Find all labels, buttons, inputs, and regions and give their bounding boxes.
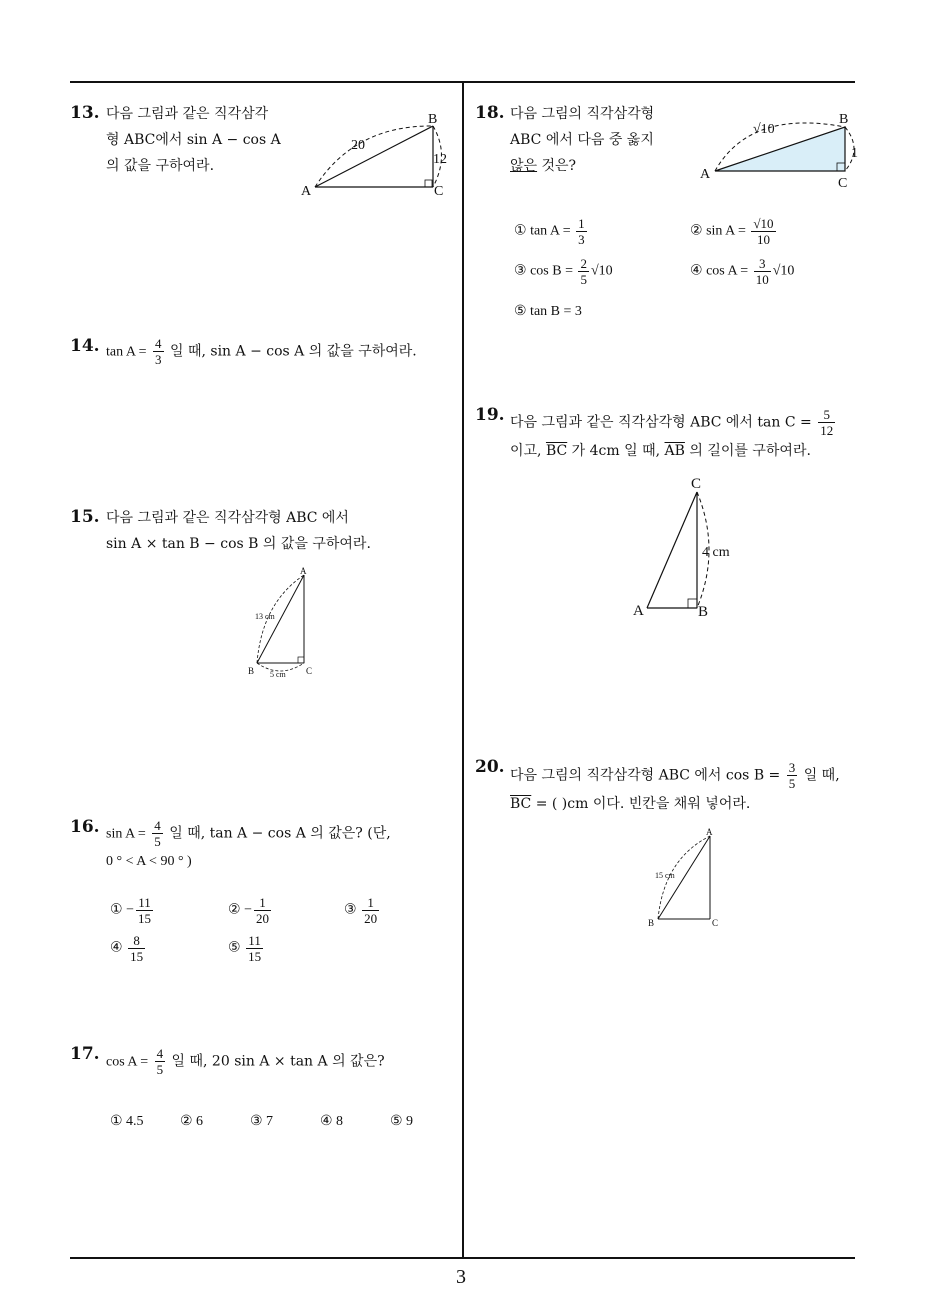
q14-fraction — [153, 336, 164, 367]
q20-label-B: B — [648, 918, 655, 928]
q13-label-B: B — [428, 112, 438, 127]
q16-fraction — [152, 818, 163, 849]
q14-fraction-den: 3 — [155, 352, 162, 367]
q16-option-1[interactable] — [110, 895, 155, 926]
q19-fraction-num: 5 — [818, 407, 835, 423]
q18-triangle-figure — [695, 105, 865, 195]
q18-option-5[interactable]: ⑤ tan B = 3 — [514, 304, 582, 319]
q17-post: 일 때, 20 sin A × tan A 의 값은? — [171, 1053, 385, 1070]
q16-option-1-den: 15 — [137, 911, 151, 926]
q18-label-A: A — [700, 167, 711, 182]
q20-triangle-figure — [640, 823, 730, 933]
q18-option-4-post: √10 — [772, 263, 795, 279]
q17-fraction — [155, 1046, 166, 1077]
q18-option-4[interactable] — [690, 256, 794, 287]
q20-line1-text: 다음 그림의 직각삼각형 ABC 에서 cos B = — [510, 767, 781, 784]
q14-number: 14. — [70, 336, 100, 356]
q17-option-2[interactable]: ② 6 — [180, 1114, 204, 1129]
q19-fraction — [818, 407, 835, 438]
q18-line3 — [510, 153, 690, 179]
q18-option-2-num: √10 — [753, 216, 774, 231]
q15-triangle-figure — [240, 563, 330, 683]
q20-line1-end: 일 때, — [803, 767, 840, 784]
q17-fraction-den: 5 — [156, 1062, 164, 1077]
q19-line2-a: 이고, — [510, 443, 546, 459]
q16-option-3-den: 20 — [364, 911, 378, 926]
q16-fraction-den: 5 — [154, 834, 161, 849]
q16-option-5-den: 15 — [248, 949, 262, 964]
q16-option-5-fraction — [246, 933, 263, 964]
q20-label-C: C — [712, 918, 719, 928]
q17-text — [106, 1046, 385, 1077]
q19-line2 — [510, 438, 837, 464]
q18-option-1-num: 1 — [578, 216, 585, 231]
q19-segment-bc: $\overline{BC}$ — [545, 443, 568, 459]
q18-option-3-num: 2 — [580, 256, 587, 271]
q16-option-2-den: 20 — [255, 911, 269, 926]
q13-label-side: 12 — [433, 152, 447, 167]
q16-option-2-sign: − — [244, 902, 252, 918]
q20-text — [510, 760, 840, 817]
q20-line2 — [510, 791, 840, 817]
q13-line1: 다음 그림과 같은 직각삼각 — [106, 106, 269, 122]
q19-label-C: C — [691, 476, 702, 492]
q15-line2: sin A × tan B − cos B 의 값을 구하여라. — [106, 536, 371, 552]
q20-number: 20. — [475, 757, 505, 777]
q16-option-4-den: 15 — [130, 949, 144, 964]
q14-post: 일 때, sin A − cos A 의 값을 구하여라. — [169, 343, 417, 360]
column-divider — [462, 81, 464, 1259]
page-number: 3 — [456, 1266, 466, 1288]
q18-option-4-fraction — [754, 256, 771, 287]
q18-option-3-post: √10 — [590, 263, 613, 279]
q16-option-1-fraction — [136, 895, 153, 926]
q19-triangle-figure — [625, 472, 745, 622]
q16-option-4-fraction — [128, 933, 145, 964]
q18-line3-underlined: 않은 — [510, 158, 538, 174]
q15-label-C: C — [306, 666, 313, 676]
q15-number: 15. — [70, 507, 100, 527]
q16-text — [106, 818, 391, 875]
q16-option-3-num: 1 — [362, 895, 379, 911]
q18-line1: 다음 그림의 직각삼각형 — [510, 106, 655, 122]
q16-option-5[interactable] — [228, 933, 265, 964]
q18-option-2-fraction — [751, 216, 775, 247]
q18-line3-rest: 것은? — [537, 158, 577, 174]
q16-number: 16. — [70, 817, 100, 837]
q19-line2-c: 의 길이를 구하여라. — [684, 443, 811, 459]
q15-line1: 다음 그림과 같은 직각삼각형 ABC 에서 — [106, 510, 349, 526]
q19-label-side: 4 cm — [702, 545, 730, 560]
q14-pre: tan A = — [106, 344, 147, 360]
q18-line2: ABC 에서 다음 중 옳지 — [510, 132, 654, 148]
q19-line1 — [510, 407, 837, 438]
q17-pre: cos A = — [106, 1054, 149, 1070]
q13-number: 13. — [70, 103, 100, 123]
q13-label-hyp: 20 — [351, 138, 365, 153]
q18-option-2-pre: sin A = — [706, 223, 746, 239]
q20-line2-text: = ( )cm 이다. 빈칸을 채워 넣어라. — [531, 796, 751, 812]
q18-option-4-num: 3 — [754, 256, 771, 272]
q18-option-1-den: 3 — [578, 232, 585, 247]
q20-label-A: A — [706, 827, 713, 837]
q17-fraction-num: 4 — [156, 1046, 164, 1061]
q16-option-3-fraction — [362, 895, 379, 926]
q18-option-3-mark: ③ — [514, 263, 527, 279]
q19-segment-ab: $\overline{AB}$ — [664, 443, 685, 459]
q19-line1-text: 다음 그림과 같은 직각삼각형 ABC 에서 tan C = — [510, 414, 812, 431]
q14-text — [106, 336, 417, 367]
q15-label-B: B — [248, 666, 255, 676]
q19-line2-b: 가 4cm 일 때, — [567, 443, 665, 459]
q13-label-C: C — [434, 184, 444, 199]
q16-option-4-num: 8 — [128, 933, 145, 949]
q15-label-base: 5 cm — [270, 670, 286, 679]
q19-label-A: A — [633, 603, 644, 619]
q17-option-4[interactable]: ④ 8 — [320, 1114, 344, 1129]
q16-line1 — [106, 818, 391, 849]
q20-line1 — [510, 760, 840, 791]
q20-fraction — [787, 760, 798, 791]
q18-label-side: 1 — [851, 146, 858, 161]
q16-option-3-mark: ③ — [344, 902, 357, 918]
q16-option-2-fraction — [254, 895, 271, 926]
q17-number: 17. — [70, 1044, 100, 1064]
q20-label-hyp: 15 cm — [655, 871, 675, 880]
q20-fraction-den: 5 — [788, 776, 796, 791]
q18-option-2-mark: ② — [690, 223, 703, 239]
q13-line3: 의 값을 구하여라. — [106, 158, 215, 174]
q16-option-2-mark: ② — [228, 902, 241, 918]
q16-option-2-num: 1 — [254, 895, 271, 911]
q18-label-B: B — [839, 112, 849, 127]
q17-option-3[interactable]: ③ 7 — [250, 1114, 274, 1129]
q15-text — [106, 505, 371, 557]
q18-option-4-mark: ④ — [690, 263, 703, 279]
q18-option-3[interactable] — [514, 256, 613, 287]
q16-option-3[interactable] — [344, 895, 381, 926]
q20-fraction-num: 3 — [788, 760, 796, 775]
q16-pre: sin A = — [106, 826, 146, 842]
q19-label-B: B — [698, 604, 709, 620]
q18-option-3-fraction — [578, 256, 589, 287]
q18-option-4-den: 10 — [755, 272, 769, 287]
q18-option-1[interactable] — [514, 216, 589, 247]
q16-option-4[interactable] — [110, 933, 147, 964]
q16-option-1-num: 11 — [136, 895, 153, 911]
q18-option-2-den: 10 — [756, 232, 770, 247]
q18-text — [510, 101, 690, 179]
q18-option-1-mark: ① — [514, 223, 527, 239]
q15-label-hyp: 13 cm — [255, 612, 275, 621]
q18-option-3-den: 5 — [580, 272, 587, 287]
q18-option-4-pre: cos A = — [706, 263, 749, 279]
q16-option-1-sign: − — [126, 902, 134, 918]
q16-option-1-mark: ① — [110, 902, 123, 918]
q19-number: 19. — [475, 405, 505, 425]
q18-label-hyp: √10 — [753, 122, 775, 137]
q16-option-4-mark: ④ — [110, 940, 123, 956]
q18-option-3-pre: cos B = — [530, 263, 573, 279]
q19-fraction-den: 12 — [820, 423, 834, 438]
q14-fraction-num: 4 — [155, 336, 162, 351]
q13-triangle-figure — [295, 105, 460, 200]
q19-text — [510, 407, 837, 464]
q13-label-A: A — [301, 184, 312, 199]
q18-option-1-fraction — [576, 216, 587, 247]
q18-number: 18. — [475, 103, 505, 123]
q15-label-A: A — [300, 566, 307, 576]
q16-post: 일 때, tan A − cos A 의 값은? (단, — [169, 825, 391, 842]
bottom-rule — [70, 1257, 855, 1259]
q16-option-2[interactable] — [228, 895, 273, 926]
q16-fraction-num: 4 — [154, 818, 161, 833]
q16-line2: 0 ° < A < 90 ° ) — [106, 854, 192, 869]
q18-label-C: C — [838, 176, 848, 191]
q13-line2: 형 ABC에서 sin A − cos A — [106, 132, 281, 148]
q18-option-2[interactable] — [690, 216, 778, 247]
q17-option-5[interactable]: ⑤ 9 — [390, 1114, 414, 1129]
q16-option-5-mark: ⑤ — [228, 940, 241, 956]
q13-text — [106, 101, 306, 179]
q18-option-1-pre: tan A = — [530, 223, 571, 239]
q17-option-1[interactable]: ① 4.5 — [110, 1114, 144, 1129]
q20-segment-bc: $\overline{BC}$ — [510, 796, 532, 812]
q16-option-5-num: 11 — [246, 933, 263, 949]
